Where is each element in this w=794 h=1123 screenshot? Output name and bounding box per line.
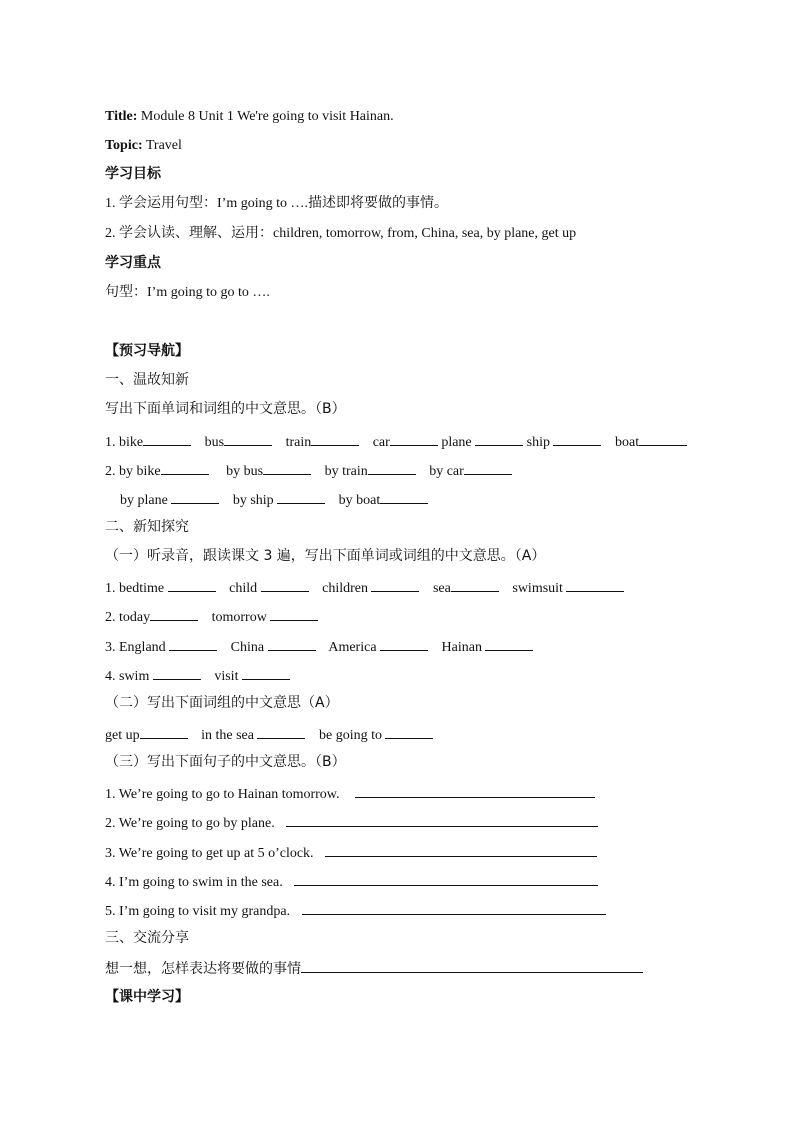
part1-row-3: [105, 637, 533, 657]
answer-blank[interactable]: [464, 461, 512, 475]
vocab-phrase: by car: [429, 464, 464, 479]
goals-heading: 学习目标: [105, 166, 161, 182]
answer-blank[interactable]: [371, 578, 419, 592]
share-prompt: 想一想，怎样表达将要做的事情: [105, 961, 301, 977]
sentence-row-3: [105, 843, 597, 863]
sentence-row-1: [105, 784, 595, 804]
answer-blank[interactable]: [143, 432, 191, 446]
vocab-word: tomorrow: [211, 610, 267, 625]
review-row-2: [105, 461, 512, 481]
answer-blank[interactable]: [380, 637, 428, 651]
part1-row-1: [105, 578, 624, 598]
vocab-word: 1. bike: [105, 435, 144, 450]
answer-blank[interactable]: [242, 666, 290, 680]
answer-blank[interactable]: [639, 432, 687, 446]
answer-blank[interactable]: [270, 607, 318, 621]
vocab-phrase: be going to: [318, 728, 382, 743]
answer-blank[interactable]: [150, 607, 198, 621]
sentence-text: 5. I’m going to visit my grandpa.: [105, 904, 291, 919]
answer-blank[interactable]: [224, 432, 272, 446]
vocab-word: bus: [204, 435, 225, 450]
topic-text: Travel: [142, 138, 182, 153]
answer-blank[interactable]: [257, 725, 305, 739]
answer-blank[interactable]: [368, 461, 416, 475]
preview-heading: 【预习导航】: [105, 343, 189, 359]
share-row: [105, 959, 643, 979]
sentence-row-5: [105, 901, 606, 921]
vocab-phrase: by boat: [338, 493, 381, 508]
answer-blank[interactable]: [451, 578, 499, 592]
sentence-text: 1. We’re going to go to Hainan tomorrow.: [105, 787, 340, 802]
part1-row-2: [105, 607, 318, 627]
vocab-word: Hainan: [441, 640, 482, 655]
vocab-phrase: in the sea: [201, 728, 254, 743]
sentence-text: 2. We’re going to go by plane.: [105, 816, 275, 831]
review-row-3: [120, 490, 428, 510]
answer-blank[interactable]: [566, 578, 624, 592]
review-instruction: 写出下面单词和词组的中文意思。（B）: [105, 401, 346, 417]
part1-instruction: （一）听录音，跟读课文 3 遍，写出下面单词或词组的中文意思。（A）: [105, 548, 546, 564]
answer-blank[interactable]: [294, 872, 598, 886]
answer-blank[interactable]: [385, 725, 433, 739]
vocab-phrase: by train: [324, 464, 368, 479]
part1-row-4: [105, 666, 290, 686]
answer-blank[interactable]: [268, 637, 316, 651]
answer-blank[interactable]: [355, 784, 595, 798]
answer-blank[interactable]: [475, 432, 523, 446]
inclass-heading: 【课中学习】: [105, 989, 189, 1005]
part2-instruction: （二）写出下面词组的中文意思（A）: [105, 695, 339, 711]
answer-blank[interactable]: [390, 432, 438, 446]
answer-blank[interactable]: [153, 666, 201, 680]
answer-blank[interactable]: [286, 813, 598, 827]
keypoints-text: 句型：I’m going to go to ….: [105, 285, 270, 300]
answer-blank[interactable]: [168, 578, 216, 592]
vocab-word: America: [328, 640, 377, 655]
vocab-word: train: [285, 435, 312, 450]
review-row-1: [105, 432, 687, 452]
part3-instruction: （三）写出下面句子的中文意思。（B）: [105, 754, 346, 770]
topic-label: Topic:: [105, 138, 143, 153]
sentence-text: 4. I’m going to swim in the sea.: [105, 875, 283, 890]
title-label: Title:: [105, 109, 138, 124]
answer-blank[interactable]: [302, 901, 606, 915]
vocab-word: children: [322, 581, 368, 596]
vocab-word: boat: [614, 435, 640, 450]
vocab-word: 3. England: [105, 640, 166, 655]
answer-blank[interactable]: [261, 578, 309, 592]
title-line: [105, 108, 394, 126]
vocab-phrase: by plane: [120, 493, 168, 508]
vocab-word: ship: [526, 435, 550, 450]
vocab-phrase: by bus: [226, 464, 264, 479]
answer-blank[interactable]: [161, 461, 209, 475]
vocab-word: swimsuit: [512, 581, 563, 596]
review-heading: 一、温故知新: [105, 372, 189, 388]
answer-blank[interactable]: [171, 490, 219, 504]
answer-blank[interactable]: [301, 959, 643, 973]
answer-blank[interactable]: [277, 490, 325, 504]
sentence-row-2: [105, 813, 598, 833]
answer-blank[interactable]: [485, 637, 533, 651]
answer-blank[interactable]: [311, 432, 359, 446]
part2-row: [105, 725, 433, 745]
vocab-phrase: by ship: [232, 493, 274, 508]
explore-heading: 二、新知探究: [105, 519, 189, 535]
keypoints-heading: 学习重点: [105, 255, 161, 271]
vocab-word: 1. bedtime: [105, 581, 165, 596]
vocab-word: car: [372, 435, 390, 450]
goal-item-1: 1. 学会运用句型：I’m going to ….描述即将要做的事情。: [105, 196, 448, 211]
topic-line: [105, 137, 182, 155]
answer-blank[interactable]: [325, 843, 597, 857]
vocab-word: 2. today: [105, 610, 151, 625]
vocab-word: 4. swim: [105, 669, 150, 684]
vocab-word: China: [230, 640, 265, 655]
answer-blank[interactable]: [169, 637, 217, 651]
vocab-word: sea: [432, 581, 451, 596]
goal-item-2: 2. 学会认读、理解、运用：children, tomorrow, from, China, sea, by plane, get up: [105, 226, 577, 241]
answer-blank[interactable]: [380, 490, 428, 504]
answer-blank[interactable]: [263, 461, 311, 475]
vocab-word: child: [229, 581, 258, 596]
title-text: Module 8 Unit 1 We're going to visit Hainan.: [137, 109, 394, 124]
answer-blank[interactable]: [140, 725, 188, 739]
vocab-phrase: 2. by bike: [105, 464, 161, 479]
sentence-text: 3. We’re going to get up at 5 o’clock.: [105, 846, 314, 861]
vocab-word: visit: [214, 669, 239, 684]
sentence-row-4: [105, 872, 598, 892]
answer-blank[interactable]: [553, 432, 601, 446]
vocab-word: plane: [441, 435, 472, 450]
vocab-phrase: get up: [105, 728, 140, 743]
share-heading: 三、交流分享: [105, 930, 189, 946]
